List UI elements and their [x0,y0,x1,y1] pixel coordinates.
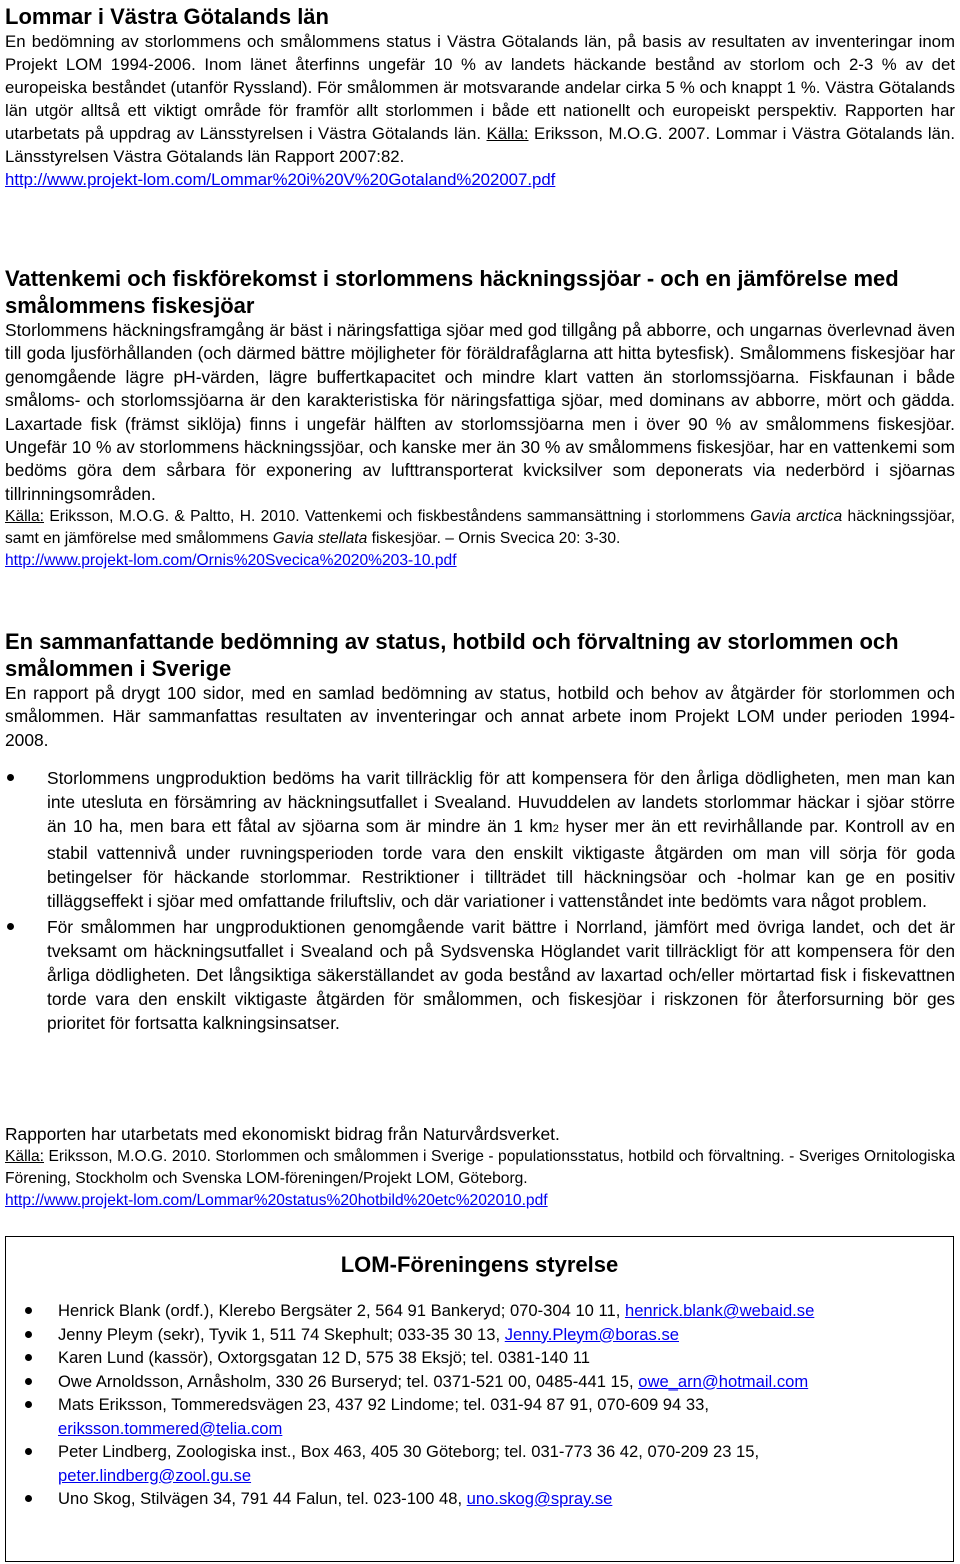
report-link[interactable]: http://www.projekt-lom.com/Ornis%20Svecica%2020%203-10.pdf [5,552,457,570]
email-link[interactable]: eriksson.tommered@telia.com [58,1418,283,1438]
report-link[interactable]: http://www.projekt-lom.com/Lommar%20status%20hotbild%20etc%202010.pdf [5,1192,548,1210]
section-paragraph: En rapport på drygt 100 sidor, med en samlad bedömning av status, hotbild och behov av åtgärder för storlommen och smålommen. Här sammanfattas resultaten av inventeringar och annat arbete inom Projekt LOM under perioden 1994-2008. [5,683,955,750]
email-link[interactable]: henrick.blank@webaid.se [624,1301,815,1320]
bullet-icon [25,1354,32,1361]
board-members-list [6,1299,953,1511]
section-paragraph: En bedömning av storlommens och smålommens status i Västra Götalands län, på basis av resultaten av inventeringar inom Projekt LOM 1994-2006. Inom länet återfinns ungefär 10 % av landets häckande bestånd av storlom och 2-3 % av det europeiska beståndet (utanför Ryssland). För smålommen är motsvarande andelar cirka 5 % och knappt 1 %. Västra Götalands län utgör alltså ett viktigt område för framför allt storlommen i både ett nationellt och europeiskt perspektiv. Rapporten har utarbetats på uppdrag av Länsstyrelsen i Västra Götalands län. Källa: Eriksson, M.O.G. 2007. Lommar i Västra Götalands län. Länsstyrelsen Västra Götalands län Rapport 2007:82. http://www.projekt-lom.com/Lommar%20i%20V%20Gotaland%202007.pdf [5,32,955,189]
board-member: Uno Skog, Stilvägen 34, 791 44 Falun, tel. 023-100 48, uno.skog@spray.se [6,1487,953,1511]
findings-list [5,766,955,1035]
section-vattenkemi [5,265,955,572]
section-title: Lommar i Västra Götalands län [5,4,329,29]
section-title: En sammanfattande bedömning av status, hotbild och förvaltning av storlommen och smålommen i Sverige [5,629,899,681]
section-paragraph: Storlommens häckningsframgång är bäst i näringsfattiga sjöar med god tillgång på abborre, och ungarnas överlevnad även till goda ljusförhållanden (och därmed bättre möjligheter för föräldrafåglarna att hitta bytesfisk). Smålommens fiskesjöar har genomgående lägre pH-värden, lägre buffertkapacitet och mindre klart vatten än storlomssjöarna. Fiskfaunan i både småloms- och storlomssjöarna är den karakteristiska för näringsfattiga sjöar, med dominans av abborre, mört och gädda. Laxartade fisk (främst siklöja) finns i ungefär hälften av storlomssjöarna men i över 90 % av smålommens fiskesjöar. Ungefär 10 % av storlommens häckningssjöar, och kanske mer än 30 % av smålommens fiskesjöar, har en vattenkemi som bedöms göra dem sårbara för exponering av lufttransporterat kvicksilver som deponerats via nederbörd i sjöarnas tillrinningsområden. [5,320,955,504]
bullet-icon [7,774,14,781]
source-citation: Källa: Eriksson, M.O.G. & Paltto, H. 2010. Vattenkemi och fiskbeståndens sammansättning i storlommens Gavia arctica häckningssjöar, samt en jämförelse med smålommens Gavia stellata fiskesjöar. – Ornis Svecica 20: 3-30. http://www.projekt-lom.com/Ornis%20Svecica%2020%203-10.pdf [5,508,956,570]
board-member: Mats Eriksson, Tommeredsvägen 23, 437 92 Lindome; tel. 031-94 87 91, 070-609 94 33, eriksson.tommered@telia.com [6,1393,953,1440]
source-label: Källa: [5,508,45,526]
bullet-icon [7,923,14,930]
board-title: LOM-Föreningens styrelse [340,1252,619,1277]
section-funding [5,1123,955,1212]
funding-text: Rapporten har utarbetats med ekonomiskt bidrag från Naturvårdsverket. [5,1124,560,1144]
source-citation: Källa: Eriksson, M.O.G. 2010. Storlommen och smålommen i Sverige - populationsstatus, hotbild och förvaltning. - Sveriges Ornitologiska Förening, Stockholm och Svenska LOM-föreningen/Projekt LOM, Göteborg. http://www.projekt-lom.com/Lommar%20status%20hotbild%20etc%202010.pdf [5,1148,955,1210]
bullet-icon [25,1401,32,1408]
bullet-icon [25,1331,32,1338]
board-member: Karen Lund (kassör), Oxtorgsgatan 12 D, 575 38 Eksjö; tel. 0381-140 11 [6,1346,953,1370]
board-member: Henrick Blank (ordf.), Klerebo Bergsäter 2, 564 91 Bankeryd; 070-304 10 11, henrick.blank@webaid.se [6,1299,953,1323]
email-link[interactable]: Jenny.Pleym@boras.se [504,1324,679,1344]
section-sammanfattande-bedomning [5,628,955,1035]
report-link[interactable]: http://www.projekt-lom.com/Lommar%20i%20V%20Gotaland%202007.pdf [5,170,556,189]
source-text: Eriksson, M.O.G. 2007. Lommar i Västra Götalands län. Länsstyrelsen Västra Götalands län Rapport 2007:82. [5,124,955,166]
bullet-icon [25,1378,32,1385]
list-item: För smålommen har ungproduktionen genomgående varit bättre i Norrland, jämfört med övriga landet, och det är tveksamt om häckningsutfallet i Svealand och på Sydsvenska Höglandet varit tillräckligt för att kompensera för den årliga dödligheten. Det långsiktiga säkerställandet av goda bestånd av laxartad och/eller mörtartad fisk i fiskevattnen torde vara den enskilt viktigaste åtgärden för smålommen, och fiskesjöar i riskzonen för återforsurning bör ges prioritet för fortsatta kalkningsinsatser. [5,915,955,1035]
board-member: Peter Lindberg, Zoologiska inst., Box 463, 405 30 Göteborg; tel. 031-773 36 42, 070-209 23 15, peter.lindberg@zool.gu.se [6,1440,953,1487]
list-item: Storlommens ungproduktion bedöms ha varit tillräcklig för att kompensera för den årliga dödligheten, men man kan inte utesluta en försämring av häckningsutfallet i Svealand. Huvuddelen av landets storlommar häckar i sjöar större än 10 ha, men bara ett fåtal av sjöarna som är mindre än 1 km2 hyser mer än ett revirhållande par. Kontroll av en stabil vattennivå under ruvningsperioden torde vara den enskilt viktigaste åtgärden om man vill sörja för goda betingelser för häckande storlommar. Restriktioner i tillträdet till häckningsöar och -holmar kan ge en positiv tilläggseffekt i sjöar med omfattande friluftsliv, och där variationer i vattenståndet inte bedömts vara något problem. [5,766,955,913]
section-title: Vattenkemi och fiskförekomst i storlommens häckningssjöar - och en jämförelse med smålommens fiskesjöar [5,266,899,318]
email-link[interactable]: peter.lindberg@zool.gu.se [58,1465,252,1485]
bullet-icon [25,1448,32,1455]
bullet-icon [25,1495,32,1502]
source-label: Källa: [5,1148,45,1166]
board-member: Jenny Pleym (sekr), Tyvik 1, 511 74 Skephult; 033-35 30 13, Jenny.Pleym@boras.se [6,1323,953,1347]
source-label: Källa: [486,124,529,143]
email-link[interactable]: uno.skog@spray.se [466,1489,613,1508]
bullet-icon [25,1307,32,1314]
board-box [5,1236,954,1562]
section-lommar-vastra-gotaland [5,3,955,191]
board-member: Owe Arnoldsson, Arnåsholm, 330 26 Burseryd; tel. 0371-521 00, 0485-441 15, owe_arn@hotmail.com [6,1370,953,1394]
email-link[interactable]: owe_arn@hotmail.com [638,1371,809,1391]
